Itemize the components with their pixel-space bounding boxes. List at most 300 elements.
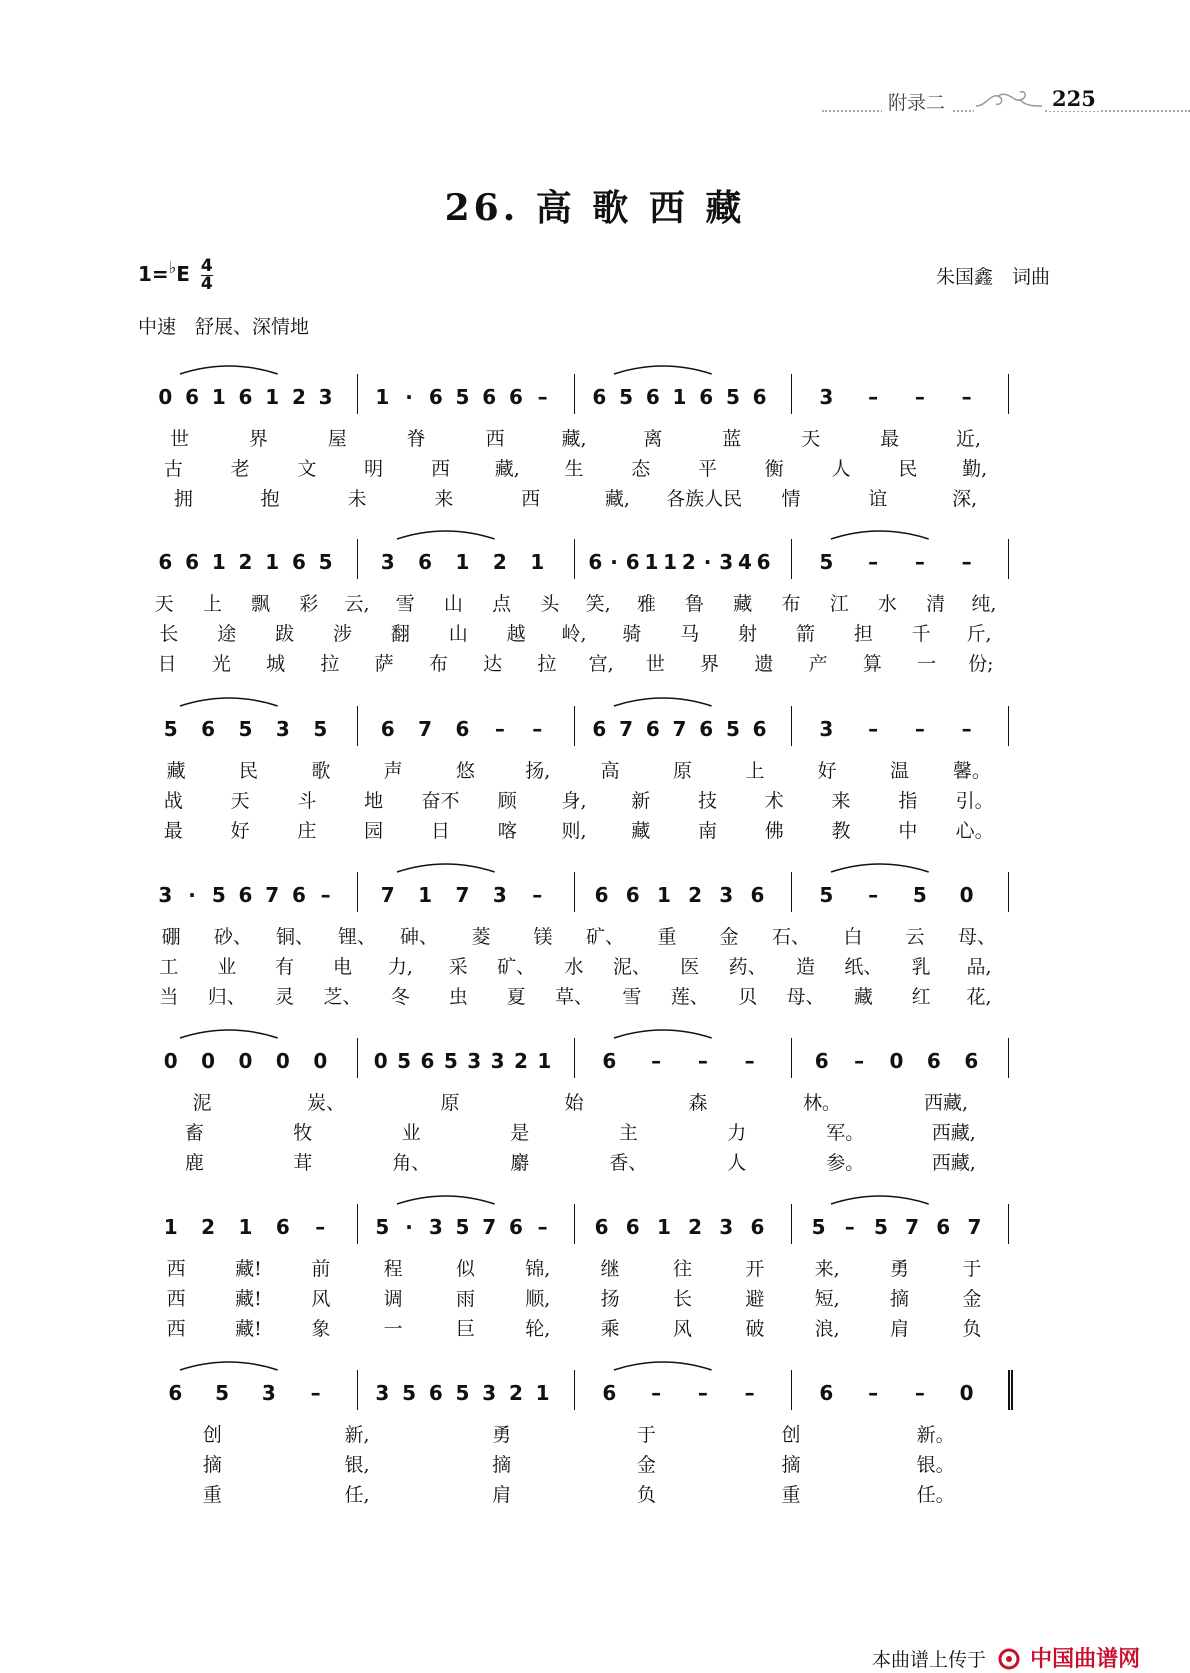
lyric-syllable: 园 [364,820,384,842]
lyric-syllable: 日 [430,820,450,842]
note-digit: 7 [905,1215,920,1239]
note-digit: 1 [211,550,226,574]
lyric-syllable: 破 [745,1318,765,1340]
note-digit: 6 [168,1381,183,1405]
lyric-syllable: 悠 [455,760,476,782]
note-digit: 6 [752,385,767,409]
note-digit: 1 [211,385,226,409]
lyric-syllable: 石、 [771,926,811,948]
note-digit: 0 [959,1381,974,1405]
lyric-syllable: 力, [387,956,413,978]
song-title: 26. 高 歌 西 藏 [444,187,746,229]
lyric-syllable: 各族人民 [666,488,743,510]
lyric-syllable: 屋 [327,428,347,450]
dash-symbol: – [532,717,543,741]
note-digit: 6 [275,1215,290,1239]
note-digit: 2 [681,550,696,574]
lyric-syllable: 藏 [166,760,186,782]
lyric-syllable: 业 [217,956,237,978]
note-digit: 5 [318,550,333,574]
lyric-syllable: 力 [727,1122,747,1144]
note-digit: 3 [467,1049,482,1073]
dash-symbol: – [697,1381,708,1405]
lyric-syllable: 云, [344,593,370,615]
lyric-syllable: 天 [801,428,821,450]
lyric-syllable: 老 [230,458,250,480]
lyric-syllable: 明 [364,458,384,480]
lyric-syllable: 似 [455,1258,476,1280]
lyric-syllable: 有 [275,956,295,978]
lyric-syllable: 采 [448,956,468,978]
lyric-syllable: 遗 [754,653,774,675]
note-digit: 2 [688,1215,703,1239]
note-digit: 3 [719,883,734,907]
dash-symbol: – [914,385,925,409]
note-digit: 5 [211,883,226,907]
lyric-syllable: 开 [745,1258,765,1280]
lyric-syllable: 重 [202,1484,222,1506]
note-digit: 2 [238,550,253,574]
lyric-syllable: 摘 [781,1454,801,1476]
lyric-syllable: 上 [202,593,222,615]
note-digit: 3 [375,1381,390,1405]
lyric-syllable: 地 [364,790,384,812]
lyric-syllable: 母、 [957,926,997,948]
lyric-syllable: 勇 [492,1424,512,1446]
lyric-syllable: 摘 [492,1454,512,1476]
note-digit: 5 [238,717,253,741]
lyric-syllable: 是 [510,1122,530,1144]
score-system [0,505,1190,675]
note-digit: 6 [964,1049,979,1073]
ts-bottom: 4 [200,274,213,294]
note-digit: 3 [482,1381,497,1405]
note-digit: 4 [737,550,752,574]
lyric-syllable: 于 [636,1424,656,1446]
note-digit: 6 [699,385,714,409]
lyric-syllable: 城 [266,653,286,675]
lyric-syllable: 藏! [235,1318,262,1340]
site-logo-icon [998,1648,1020,1670]
lyric-syllable: 始 [564,1092,584,1114]
lyric-syllable: 千 [911,623,931,645]
lyric-syllable: 算 [862,653,882,675]
lyric-syllable: 藏 [733,593,753,615]
note-digit: 6 [819,1381,834,1405]
ornament-icon [974,86,1044,112]
slur-arc [614,698,712,706]
lyric-syllable: 山 [443,593,463,615]
dash-symbol: – [914,550,925,574]
dash-symbol: – [744,1381,755,1405]
lyric-syllable: 灵 [275,986,295,1008]
lyric-syllable: 衡 [764,458,784,480]
note-digit: 6 [602,1381,617,1405]
lyric-syllable: 抱 [260,488,280,510]
lyric-syllable: 长 [672,1288,693,1310]
note-digit: 6 [482,385,497,409]
lyric-syllable: 军。 [826,1122,865,1144]
lyric-syllable: 佛 [764,820,784,842]
lyric-syllable: 象 [311,1318,331,1340]
note-digit: 6 [291,883,306,907]
lyric-syllable: 担 [853,623,873,645]
note-digit: 6 [926,1049,941,1073]
lyric-syllable: 贝 [738,986,758,1008]
dash-symbol: – [868,385,879,409]
lyric-syllable: 来 [434,488,454,510]
lyric-syllable: 生 [564,458,584,480]
lyric-syllable: 金 [962,1288,982,1310]
lyric-syllable: 民 [238,760,259,782]
lyric-syllable: 轮, [525,1318,551,1340]
lyric-syllable: 勇 [889,1258,910,1280]
lyric-syllable: 骑 [622,623,642,645]
page-number: 225 [1048,86,1100,111]
note-digit: 0 [158,385,173,409]
note-digit: 6 [291,550,306,574]
dash-symbol: – [744,1049,755,1073]
lyric-syllable: 岭, [561,623,587,645]
lyric-syllable: 虫 [448,986,468,1008]
lyric-syllable: 新。 [916,1424,955,1446]
lyric-syllable: 扬 [600,1288,620,1310]
dash-symbol: – [844,1215,855,1239]
lyric-syllable: 参。 [826,1152,865,1174]
note-digit: 1 [663,550,678,574]
page-header [822,86,1190,116]
key-prefix: 1= [138,262,169,286]
lyric-syllable: 新 [631,790,651,812]
note-digit: 3 [819,385,834,409]
lyric-syllable: 乳 [911,956,931,978]
lyric-syllable: 归、 [207,986,246,1008]
lyric-syllable: 天 [230,790,250,812]
note-digit: 6 [645,717,660,741]
slur-arc [614,366,712,374]
lyric-syllable: 点 [492,593,512,615]
lyric-syllable: 达 [483,653,503,675]
lyric-syllable: 西 [166,1318,186,1340]
lyric-syllable: 短, [814,1288,840,1310]
lyric-syllable: 南 [698,820,718,842]
note-digit: 6 [508,385,523,409]
slur-arc [180,366,278,374]
lyric-syllable: 民 [898,458,918,480]
note-digit: 3 [719,1215,734,1239]
lyric-syllable: 越 [506,623,526,645]
site-brand [1030,1647,1140,1672]
note-digit: 3 [492,883,507,907]
note-digit: 2 [513,1049,528,1073]
lyric-syllable: 跋 [275,623,295,645]
lyric-syllable: 上 [745,760,765,782]
note-digit: 3 [819,717,834,741]
note-digit: 0 [313,1049,328,1073]
note-digit: 3 [261,1381,276,1405]
lyric-syllable: 莲、 [670,986,709,1008]
lyric-syllable: 品, [966,956,992,978]
note-digit: 6 [592,385,607,409]
dot-symbol: · [188,883,196,907]
lyric-syllable: 纯, [971,593,997,615]
score-system [0,1336,1190,1506]
slur-arc [831,531,929,539]
lyric-syllable: 布 [428,653,448,675]
lyric-syllable: 林。 [802,1092,842,1114]
dot-symbol: · [610,550,618,574]
lyric-syllable: 最 [163,820,183,842]
lyric-syllable: 中 [898,820,918,842]
note-digit: 7 [455,883,470,907]
lyric-syllable: 蓝 [722,428,742,450]
note-digit: 5 [725,717,740,741]
note-digit: 5 [163,717,178,741]
author-credit: 朱国鑫 词曲 [936,266,1051,288]
lyric-syllable: 射 [738,623,758,645]
lyric-syllable: 藏! [235,1258,262,1280]
lyric-syllable: 森 [688,1092,708,1114]
lyric-syllable: 芝、 [323,986,362,1008]
lyric-syllable: 原 [672,760,693,782]
note-digit: 5 [725,385,740,409]
lyric-syllable: 硼 [161,926,181,948]
lyric-syllable: 世 [169,428,189,450]
lyric-syllable: 药、 [728,956,767,978]
dot-symbol: · [405,1215,413,1239]
lyric-syllable: 藏, [604,488,630,510]
lyric-syllable: 肩 [492,1484,512,1506]
lyric-syllable: 矿、 [585,926,625,948]
lyric-syllable: 创 [781,1424,801,1446]
lyric-syllable: 茸 [293,1152,313,1174]
note-digit: 6 [602,1049,617,1073]
lyric-syllable: 天 [154,593,174,615]
dash-symbol: – [914,717,925,741]
note-digit: 6 [592,717,607,741]
note-digit: 5 [619,385,634,409]
lyric-syllable: 最 [880,428,900,450]
lyric-syllable: 头 [540,593,560,615]
lyric-syllable: 雅 [636,593,656,615]
note-digit: 6 [185,550,200,574]
note-digit: 6 [594,883,609,907]
note-digit: 1 [535,1381,550,1405]
note-digit: 0 [373,1049,388,1073]
note-digit: 6 [420,1049,435,1073]
lyric-syllable: 指 [898,790,918,812]
note-digit: 7 [380,883,395,907]
note-digit: 6 [185,385,200,409]
lyric-syllable: 未 [347,488,367,510]
lyric-syllable: 高 [600,760,620,782]
lyric-syllable: 肩 [889,1318,910,1340]
lyric-syllable: 矿、 [497,956,536,978]
lyric-syllable: 任, [344,1484,370,1506]
lyric-syllable: 好 [817,760,837,782]
lyric-syllable: 藏 [631,820,651,842]
lyric-syllable: 藏 [853,986,873,1008]
lyric-syllable: 牧 [293,1122,313,1144]
slur-arc [614,1030,712,1038]
lyric-syllable: 则, [561,820,587,842]
dash-symbol: – [854,1049,865,1073]
lyric-syllable: 来 [831,790,851,812]
key-signature [138,258,213,293]
note-digit: 6 [418,550,433,574]
dash-symbol: – [868,883,879,907]
lyric-syllable: 银, [344,1454,370,1476]
lyric-syllable: 夏 [506,986,526,1008]
lyric-syllable: 人 [727,1152,747,1174]
lyric-syllable: 藏, [494,458,520,480]
lyric-syllable: 心。 [955,820,994,842]
lyric-syllable: 西 [521,488,541,510]
note-digit: 6 [814,1049,829,1073]
lyric-syllable: 产 [808,653,828,675]
lyric-syllable: 巨 [455,1318,476,1340]
lyric-syllable: 日 [157,653,177,675]
note-digit: 6 [699,717,714,741]
note-digit: 6 [625,883,640,907]
flat-sign: ♭ [168,258,177,277]
note-digit: 6 [428,385,443,409]
lyric-syllable: 负 [962,1318,982,1340]
lyric-syllable: 顾 [497,790,517,812]
note-digit: 1 [455,550,470,574]
lyric-syllable: 歌 [311,760,331,782]
lyric-syllable: 文 [297,458,317,480]
dash-symbol: – [315,1215,326,1239]
ts-top: 4 [200,256,213,276]
lyric-syllable: 清 [926,593,946,615]
note-digit: 6 [158,550,173,574]
note-digit: 0 [201,1049,216,1073]
lyric-syllable: 彩 [299,593,319,615]
slur-layer [0,1336,1190,1436]
lyric-syllable: 勤, [962,458,988,480]
dot-symbol: · [405,385,413,409]
note-digit: 0 [889,1049,904,1073]
lyric-syllable: 任。 [916,1484,955,1506]
lyric-syllable: 水 [564,956,584,978]
lyric-syllable: 界 [248,428,268,450]
lyric-syllable: 好 [230,820,250,842]
lyric-syllable: 馨。 [952,760,991,782]
lyric-syllable: 拉 [537,653,557,675]
note-digit: 3 [380,550,395,574]
note-digit: 6 [625,1215,640,1239]
lyric-syllable: 谊 [868,488,888,510]
dash-symbol: – [537,385,548,409]
note-digit: 0 [238,1049,253,1073]
note-digit: 1 [644,550,659,574]
lyric-syllable: 教 [831,820,851,842]
lyric-syllable: 白 [843,926,863,948]
lyric-syllable: 笑, [585,593,611,615]
note-digit: 1 [656,1215,671,1239]
lyric-syllable: 当 [159,986,179,1008]
score-system [0,672,1190,842]
note-digit: 3 [158,883,173,907]
dash-symbol: – [868,1381,879,1405]
lyric-syllable: 原 [440,1092,460,1114]
note-digit: 5 [375,1215,390,1239]
lyric-syllable: 近, [956,428,982,450]
lyric-syllable: 业 [401,1122,421,1144]
note-digit: 5 [215,1381,230,1405]
note-digit: 6 [750,1215,765,1239]
lyric-syllable: 世 [645,653,665,675]
lyric-syllable: 西 [430,458,450,480]
lyric-syllable: 山 [448,623,468,645]
lyric-syllable: 庄 [297,820,317,842]
lyric-syllable: 人 [831,458,851,480]
lyric-syllable: 情 [781,488,801,510]
lyric-syllable: 脊 [406,428,426,450]
note-digit: 5 [455,1381,470,1405]
lyric-syllable: 重 [657,926,677,948]
note-digit: 7 [418,717,433,741]
dash-symbol: – [914,1381,925,1405]
note-digit: 7 [672,717,687,741]
slur-arc [397,864,495,872]
note-digit: 1 [265,550,280,574]
key-note: E [176,262,190,286]
dash-symbol: – [697,1049,708,1073]
note-digit: 5 [397,1049,412,1073]
lyric-syllable: 继 [600,1258,620,1280]
lyric-syllable: 布 [781,593,801,615]
lyric-syllable: 身, [561,790,587,812]
lyric-syllable: 箭 [795,623,815,645]
note-digit: 1 [656,883,671,907]
note-digit: 6 [752,717,767,741]
note-digit: 7 [482,1215,497,1239]
lyric-syllable: 拉 [320,653,340,675]
lyric-syllable: 西 [166,1288,186,1310]
lyric-syllable: 来, [814,1258,840,1280]
lyric-syllable: 西 [485,428,505,450]
note-digit: 1 [375,385,390,409]
lyric-syllable: 冬 [390,986,410,1008]
dash-symbol: – [868,717,879,741]
lyric-syllable: 西藏, [931,1152,976,1174]
lyric-syllable: 锦, [525,1258,551,1280]
note-digit: 6 [428,1381,443,1405]
lyric-syllable: 砂、 [213,926,253,948]
lyric-syllable: 途 [217,623,237,645]
lyric-syllable: 术 [764,790,784,812]
lyric-syllable: 金 [719,926,739,948]
lyric-syllable: 角、 [392,1152,431,1174]
lyric-syllable: 鹿 [184,1152,204,1174]
lyric-syllable: 斗 [297,790,317,812]
note-digit: 2 [508,1381,523,1405]
lyric-syllable: 银。 [916,1454,955,1476]
lyric-syllable: 光 [211,653,231,675]
lyric-syllable: 母、 [786,986,825,1008]
lyric-syllable: 新, [344,1424,370,1446]
lyric-syllable: 藏! [235,1288,262,1310]
note-digit: 6 [455,717,470,741]
note-digit: 5 [402,1381,417,1405]
lyric-syllable: 翻 [390,623,410,645]
lyric-syllable: 镁 [533,926,553,948]
note-digit: 1 [163,1215,178,1239]
lyric-syllable: 西 [166,1258,186,1280]
dash-symbol: – [651,1049,662,1073]
